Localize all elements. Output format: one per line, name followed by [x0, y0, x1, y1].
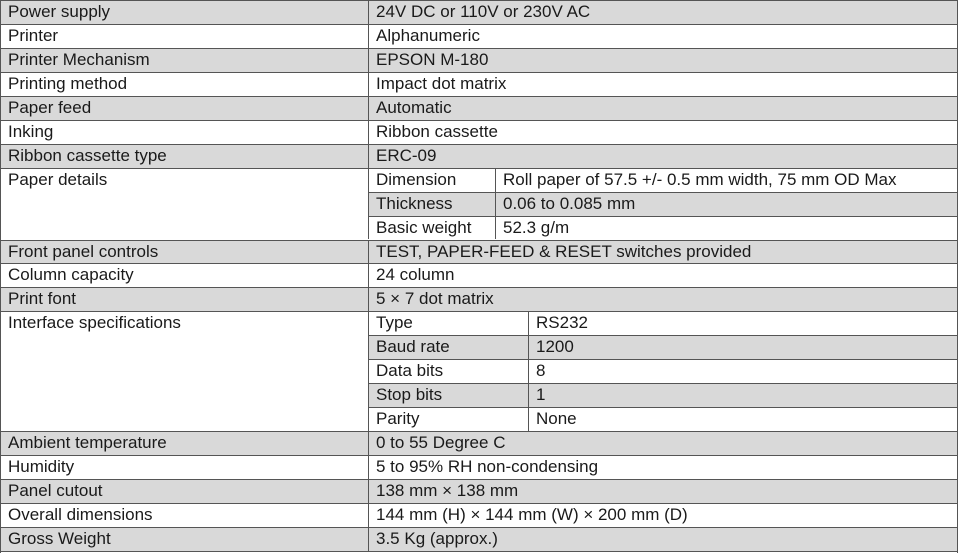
row-divider [0, 24, 958, 25]
column-divider [368, 168, 369, 240]
column-divider [368, 240, 369, 264]
spec-label: Front panel controls [8, 241, 159, 261]
spec-subvalue: 1200 [536, 337, 574, 357]
spec-subvalue: RS232 [536, 313, 588, 333]
column-divider [368, 24, 369, 48]
spec-subvalue: 8 [536, 361, 546, 381]
spec-row [0, 144, 958, 168]
spec-row [0, 479, 958, 503]
spec-row [0, 240, 958, 264]
column-divider [368, 503, 369, 527]
spec-label: Printer Mechanism [8, 49, 150, 69]
spec-row [0, 503, 958, 527]
spec-value: 0 to 55 Degree C [376, 433, 506, 453]
spec-label: Paper details [0, 168, 368, 240]
spec-row [0, 0, 958, 24]
spec-row [0, 120, 958, 144]
subrow-divider [368, 192, 958, 193]
spec-value: TEST, PAPER-FEED & RESET switches provided [376, 241, 752, 261]
column-divider [368, 311, 369, 431]
row-divider [0, 479, 958, 480]
row-divider [0, 48, 958, 49]
row-divider [0, 527, 958, 528]
column-divider [368, 72, 369, 96]
spec-label: Print font [8, 289, 77, 309]
column-divider [368, 431, 369, 455]
row-divider [0, 168, 958, 169]
spec-row [0, 24, 958, 48]
spec-label: Overall dimensions [8, 504, 153, 524]
spec-value: 24 column [376, 265, 455, 285]
spec-subvalue: 52.3 g/m [503, 217, 570, 237]
spec-subvalue: 1 [536, 385, 546, 405]
spec-label: Paper feed [8, 97, 92, 117]
column-divider [528, 311, 529, 431]
spec-row [0, 455, 958, 479]
spec-value: 5 × 7 dot matrix [376, 289, 494, 309]
row-divider [0, 120, 958, 121]
spec-label: Ambient temperature [8, 433, 167, 453]
column-divider [495, 168, 496, 240]
spec-label: Ribbon cassette type [8, 145, 167, 165]
subrow-divider [368, 359, 958, 360]
spec-label: Column capacity [8, 265, 134, 285]
spec-label: Humidity [8, 457, 75, 477]
spec-subkey: Baud rate [376, 337, 450, 357]
column-divider [368, 263, 369, 287]
row-divider [0, 287, 958, 288]
spec-label: Panel cutout [8, 481, 103, 500]
spec-value: 138 mm × 138 mm [376, 481, 519, 500]
spec-label: Gross Weight [8, 528, 111, 548]
row-divider [0, 455, 958, 456]
spec-row [0, 431, 958, 455]
row-divider [0, 311, 958, 312]
spec-value: 24V DC or 110V or 230V AC [376, 2, 591, 21]
spec-subkey: Basic weight [376, 217, 472, 237]
spec-label: Printer [8, 25, 59, 45]
spec-label: Power supply [8, 2, 111, 21]
spec-row [0, 263, 958, 287]
column-divider [368, 455, 369, 479]
spec-subkey: Data bits [376, 361, 444, 381]
row-divider [0, 240, 958, 241]
column-divider [368, 144, 369, 168]
spec-value: Impact dot matrix [376, 73, 507, 93]
spec-subkey: Dimension [376, 169, 457, 189]
row-divider [0, 431, 958, 432]
column-divider [368, 0, 369, 24]
spec-subkey: Parity [376, 409, 420, 429]
column-divider [368, 48, 369, 72]
spec-row [0, 527, 958, 551]
column-divider [368, 479, 369, 503]
spec-subvalue: Roll paper of 57.5 +/- 0.5 mm width, 75 mm OD Max [503, 169, 897, 189]
spec-label: Inking [8, 121, 54, 141]
spec-row [0, 96, 958, 120]
spec-value: ERC-09 [376, 145, 437, 165]
spec-subkey: Stop bits [376, 385, 443, 405]
column-divider [368, 96, 369, 120]
spec-value: 5 to 95% RH non-condensing [376, 457, 599, 477]
spec-value: 144 mm (H) × 144 mm (W) × 200 mm (D) [376, 504, 688, 524]
column-divider [368, 527, 369, 551]
subrow-divider [368, 407, 958, 408]
row-divider [0, 551, 958, 552]
subrow-divider [368, 216, 958, 217]
spec-row [0, 72, 958, 96]
column-divider [368, 287, 369, 311]
spec-subvalue: None [536, 409, 577, 429]
row-divider [0, 144, 958, 145]
spec-label: Printing method [8, 73, 128, 93]
row-divider [0, 263, 958, 264]
spec-row [0, 287, 958, 311]
column-divider [368, 120, 369, 144]
subrow-divider [368, 383, 958, 384]
column-divider [0, 0, 1, 553]
spec-value: Automatic [376, 97, 452, 117]
spec-subkey: Thickness [376, 193, 453, 213]
spec-value: Ribbon cassette [376, 121, 498, 141]
subrow-divider [368, 335, 958, 336]
spec-subkey: Type [376, 313, 413, 333]
spec-label: Interface specifications [0, 311, 368, 431]
spec-value: Alphanumeric [376, 25, 480, 45]
spec-subvalue: 0.06 to 0.085 mm [503, 193, 636, 213]
spec-value: 3.5 Kg (approx.) [376, 528, 498, 548]
row-divider [0, 72, 958, 73]
row-divider [0, 0, 958, 1]
row-divider [0, 96, 958, 97]
spec-value: EPSON M-180 [376, 49, 489, 69]
row-divider [0, 503, 958, 504]
spec-row [0, 48, 958, 72]
